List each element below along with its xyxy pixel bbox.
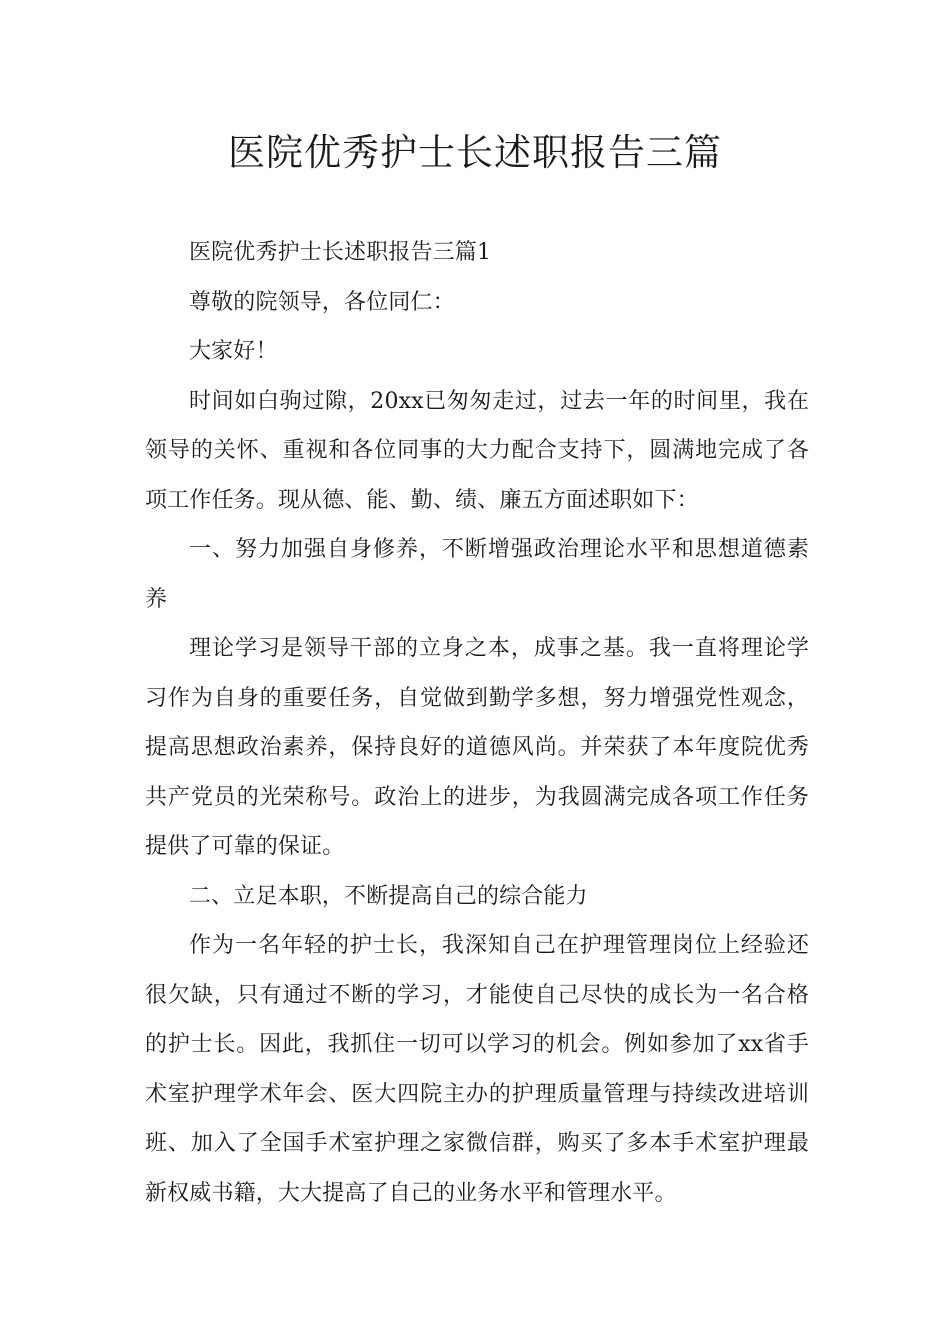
- section-heading: 医院优秀护士长述职报告三篇1: [189, 240, 492, 265]
- body-paragraph: 作为一名年轻的护士长，我深知自己在护理管理岗位上经验还很欠缺，只有通过不断的学习，才能使自己尽快的成长为一名合格的护士长。因此，我抓住一切可以学习的机会。例如参加了xx省手术室护理学术年会、医大四院主办的护理质量管理与持续改进培训班、加入了全国手术室护理之家微信群，购买了多本手术室护理最新权威书籍，大大提高了自己的业务水平和管理水平。: [145, 933, 809, 1206]
- subsection-heading: 二、立足本职，不断提高自己的综合能力: [189, 883, 588, 909]
- greeting: 大家好！: [189, 339, 278, 364]
- document-title: 医院优秀护士长述职报告三篇: [228, 131, 722, 174]
- body-paragraph: 时间如白驹过隙，20xx已匆匆走过，过去一年的时间里，我在领导的关怀、重视和各位同事的大力配合支持下，圆满地完成了各项工作任务。现从德、能、勤、绩、廉五方面述职如下：: [145, 388, 809, 513]
- document-body: [145, 228, 809, 1218]
- body-paragraph: 理论学习是领导干部的立身之本，成事之基。我一直将理论学习作为自身的重要任务，自觉做到勤学多想，努力增强党性观念，提高思想政治素养，保持良好的道德风尚。并荣获了本年度院优秀共产党员的光荣称号。政治上的进步，为我圆满完成各项工作任务提供了可靠的保证。: [145, 636, 809, 859]
- salutation: 尊敬的院领导，各位同仁：: [189, 289, 455, 315]
- subsection-heading: 一、努力加强自身修养，不断增强政治理论水平和思想道德素养: [145, 537, 809, 612]
